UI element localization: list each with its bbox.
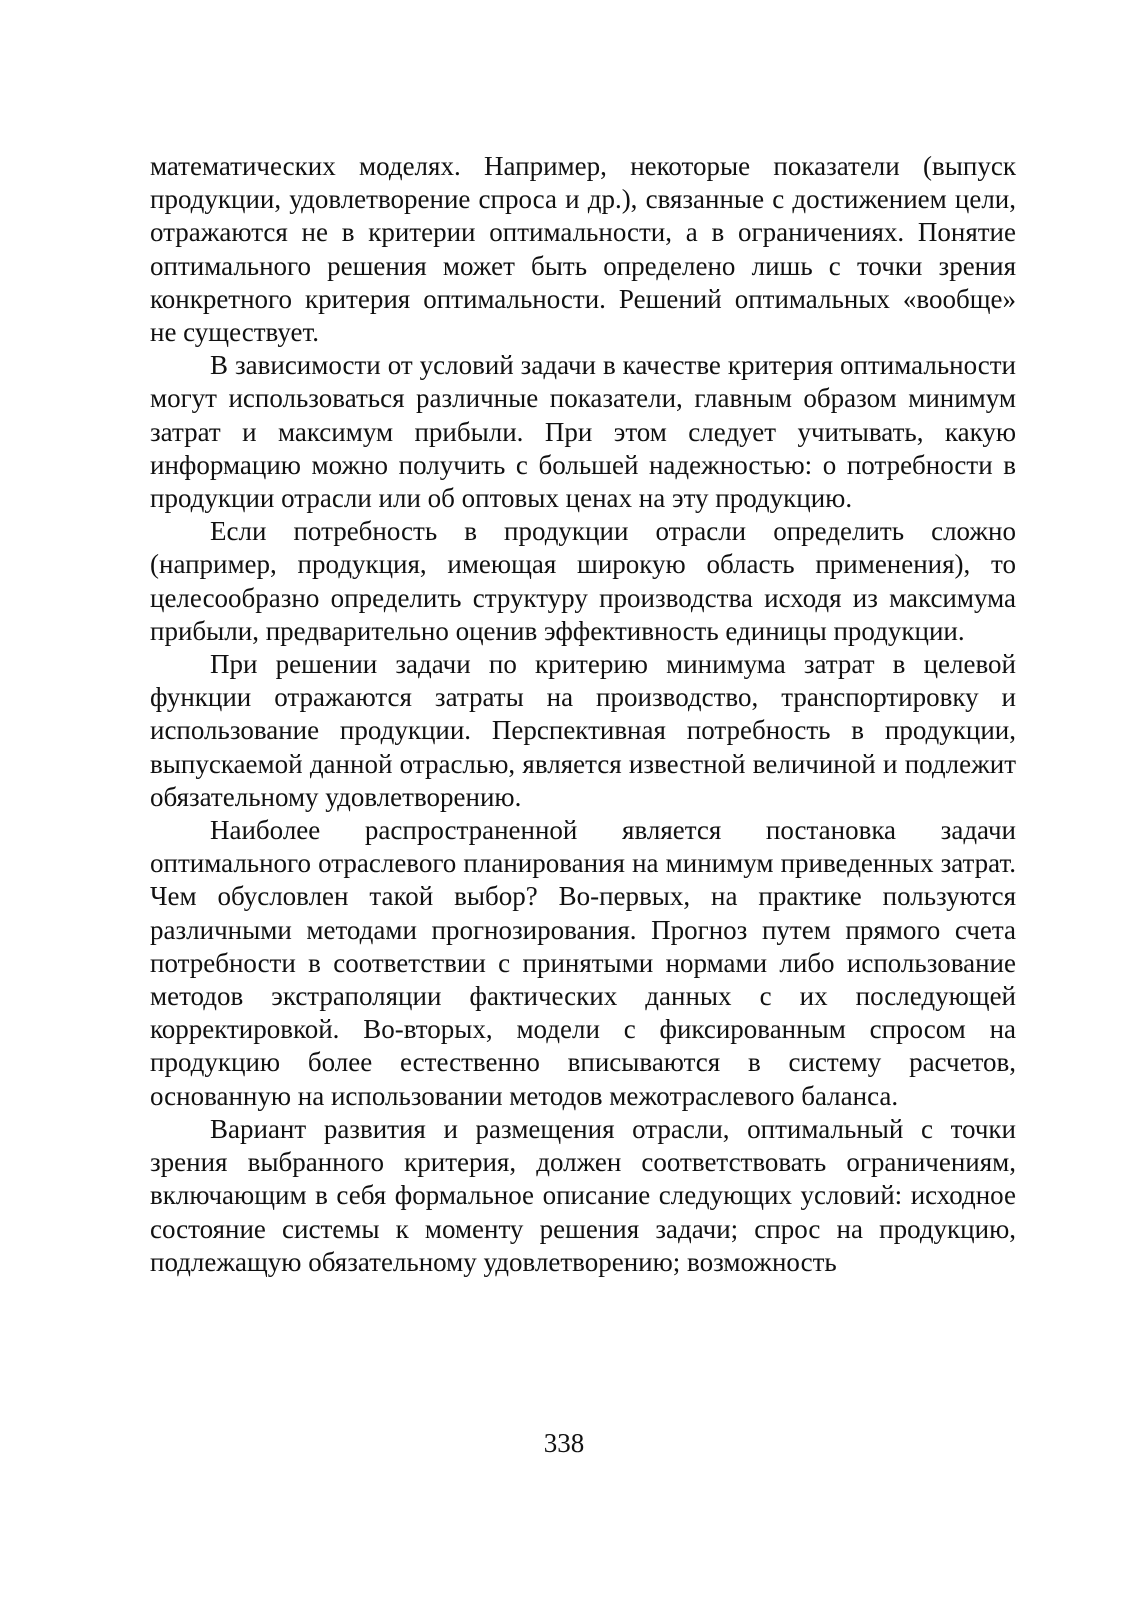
paragraph-4: При решении задачи по критерию минимума затрат в целевой функции отражаются затраты на производство, транспортировку и использование продукции. Перспективная потребность в продукции, выпускаемой данной отраслью, является известной величиной и подлежит обязательному удовлетворению.: [150, 649, 1016, 812]
paragraph-3: Если потребность в продукции отрасли определить сложно (например, продукция, имеющая широкую область применения), то целесообразно определить структуру производства исходя из максимума прибыли, предварительно оценив эффективность единицы продукции.: [150, 516, 1016, 646]
paragraph-2: В зависимости от условий задачи в качестве критерия оптимальности могут использоваться различные показатели, главным образом минимум затрат и максимум прибыли. При этом следует учитывать, какую информацию можно получить с большей надежностью: о потребности в продукции отрасли или об оптовых ценах на эту продукцию.: [150, 350, 1016, 514]
page-number: 338: [543, 1428, 585, 1458]
paragraph-5: Наиболее распространенной является постановка задачи оптимального отраслевого планирования на минимум приведенных затрат. Чем обусловлен такой выбор? Во-первых, на практике пользуются различными методами прогнозирования. Прогноз путем прямого счета потребности в соответствии с принятыми нормами либо использование методов экстраполяции фактических данных с их последующей корректировкой. Во-вторых, модели с фиксированным спросом на продукцию более естественно вписываются в систему расчетов, основанную на использовании методов межотраслевого баланса.: [150, 815, 1016, 1111]
page-body-text: [150, 150, 1016, 1279]
paragraph-1: математических моделях. Например, некоторые показатели (выпуск продукции, удовлетворение спроса и др.), связанные с достижением цели, отражаются не в критерии оптимальности, а в ограничениях. Понятие оптимального решения может быть определено лишь с точки зрения конкретного критерия оптимальности. Решений оптимальных «вообще» не существует.: [150, 151, 1016, 348]
paragraph-6: Вариант развития и размещения отрасли, оптимальный с точки зрения выбранного критерия, должен соответствовать ограничениям, включающим в себя формальное описание следующих условий: исходное состояние системы к моменту решения задачи; спрос на продукцию, подлежащую обязательному удовлетворению; возможность: [150, 1113, 1016, 1277]
